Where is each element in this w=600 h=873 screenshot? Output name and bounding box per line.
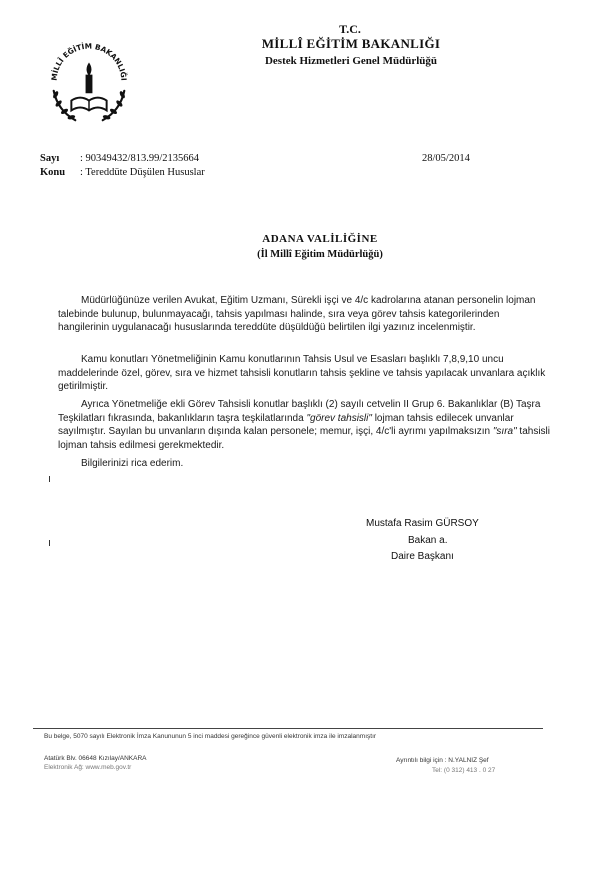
margin-mark [49, 476, 50, 482]
body-paragraph-2: Kamu konutları Yönetmeliğinin Kamu konutlarının Tahsis Usul ve Esasları başlıklı 7,8,9,10 uncu maddelerinde özel, görev, sıra ve hizmet tahsisli konutların tahsis şekline ve tahsis yapılacak unvanlara açıklık getirilmiştir. [58, 354, 546, 392]
footer-contact-person: Ayrıntılı bilgi için : N.YALNIZ Şef [396, 757, 489, 764]
footer-phone: Tel: (0 312) 413 . 0 27 [432, 767, 496, 774]
body-paragraph-1: Müdürlüğünüze verilen Avukat, Eğitim Uzmanı, Sürekli işçi ve 4/c kadrolarına atanan personelin lojman talebinde bulunup, bulunmayacağı, tahsis yapılması halinde, sıra veya görev tahsis kategorilerinden hangilerinin uygulanacağı hususlarında tereddüte düşüldüğü belirtilen ilgi yazınız incelenmiştir. [58, 295, 536, 333]
signatory-title: Bakan a. [408, 535, 448, 546]
footer-divider [33, 728, 543, 729]
footer-e-signature-note: Bu belge, 5070 sayılı Elektronik İmza Kanununun 5 inci maddesi gereğince güvenli elektronik imza ile imzalanmıştır [44, 733, 377, 740]
body-paragraph-4: Bilgilerinizi rica ederim. [81, 458, 184, 469]
header-ministry: MİLLÎ EĞİTİM BAKANLIĞI [261, 36, 441, 51]
reference-number-label: Sayı [40, 153, 60, 164]
recipient-line-2: (İl Millî Eğitim Müdürlüğü) [257, 249, 383, 260]
seal-lettering: MİLLÎ EĞİTİM BAKANLIĞI [49, 41, 129, 82]
signatory-department: Daire Başkanı [391, 551, 454, 562]
document-date: 28/05/2014 [422, 153, 470, 164]
footer-website: Elektronik Ağ: www.meb.gov.tr [44, 764, 132, 771]
reference-number-value: : 90349432/813.99/2135664 [80, 153, 200, 164]
header-department: Destek Hizmetleri Genel Müdürlüğü [264, 55, 437, 67]
quote-gorev-tahsisli: "görev tahsisli" [306, 412, 372, 424]
signatory-name: Mustafa Rasim GÜRSOY [366, 518, 479, 529]
quote-sira: "sıra" [492, 426, 517, 437]
footer-address: Atatürk Blv. 06648 Kızılay/ANKARA [44, 755, 147, 762]
reference-subject [40, 167, 205, 178]
reference-subject-value: : Tereddüte Düşülen Hususlar [80, 167, 205, 178]
reference-subject-label: Konu [40, 167, 66, 178]
reference-number [40, 153, 199, 164]
margin-mark [49, 540, 50, 546]
ministry-seal-logo [40, 32, 138, 130]
recipient-line-1: ADANA VALİLİĞİNE [262, 233, 378, 245]
header-country: T.C. [339, 22, 361, 36]
body-paragraph-3: Ayrıca Yönetmeliğe ekli Görev Tahsisli konutlar başlıklı (2) sayılı cetvelin II Grup 6. Bakanlıklar (B) Taşra Teşkilatları fıkrasında, bakanlıkların taşra teşkilatlarında "görev tahsisli" lojman tahsis edilecek unvanlar sayılmıştır. Sayılan bu unvanların dışında kalan personele; memur, işçi, 4/c'li ayrımı yapılmaksızın "sıra" tahsisli lojman tahsis edilmesi gerekmektedir. [58, 399, 551, 451]
